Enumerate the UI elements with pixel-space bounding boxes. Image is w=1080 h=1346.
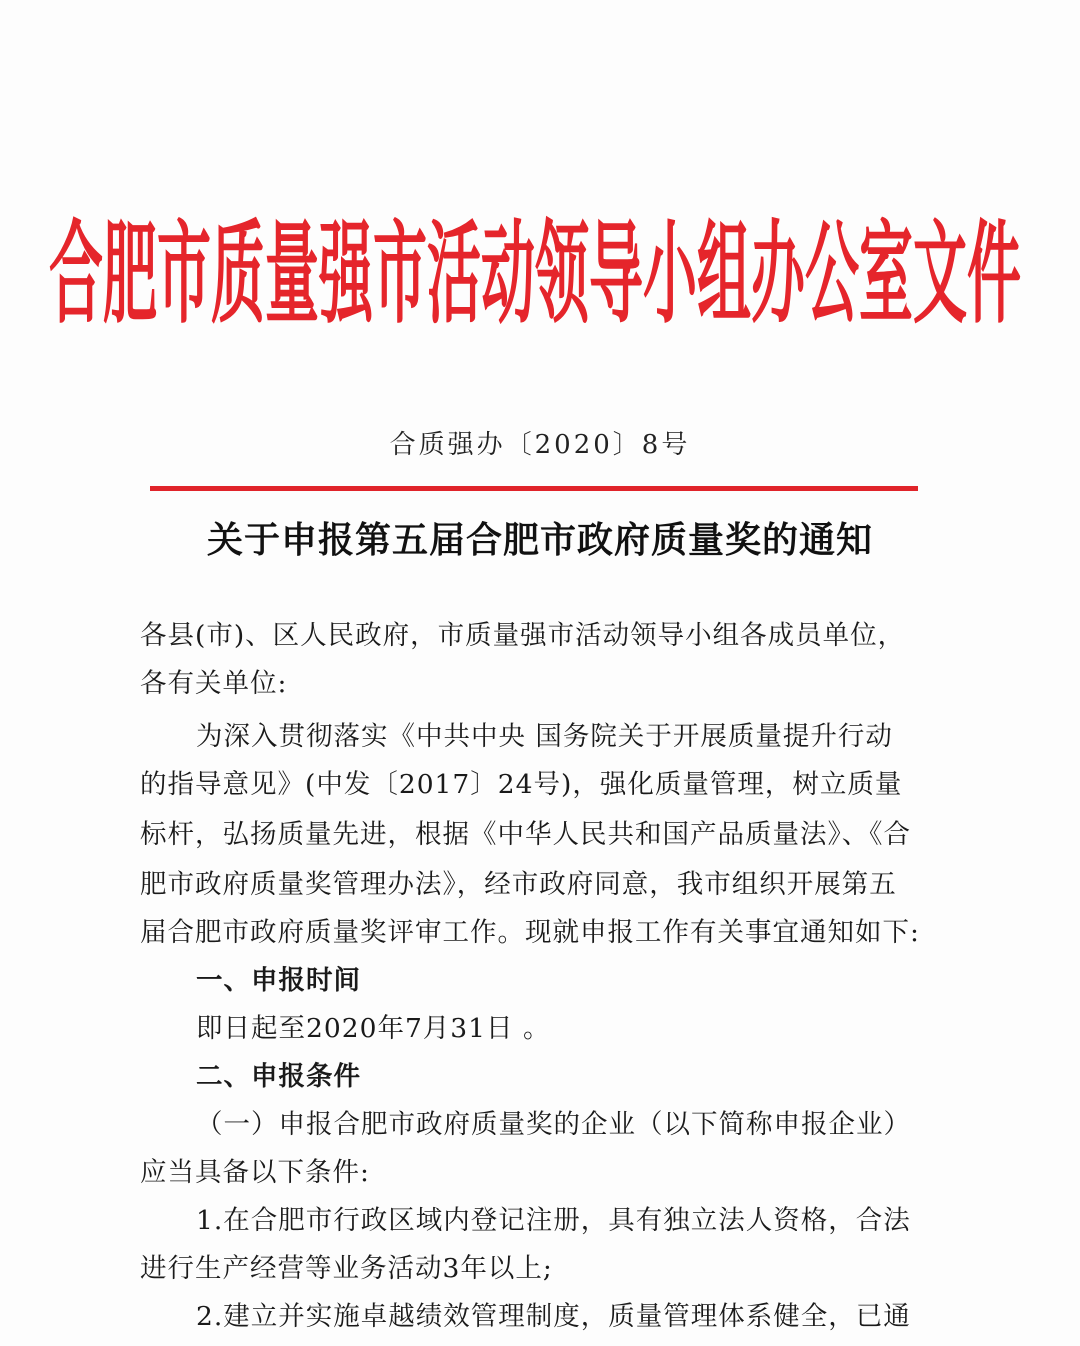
issuer-title: 合肥市质量强市活动领导小组办公室文件	[49, 208, 1021, 338]
body-line-addressees: 各县(市)、区人民政府，市质量强市活动领导小组各成员单位，	[140, 620, 906, 651]
body-line-time: 即日起至2020年7月31日 。	[196, 1013, 551, 1044]
doc-number: 合质强办〔2020〕8号	[389, 430, 691, 460]
body-line-paragraph-4: 肥市政府质量奖管理办法》，经市政府同意，我市组织开展第五	[140, 869, 897, 900]
body-line-addressees-2: 各有关单位:	[140, 668, 288, 699]
body-line-paragraph-3: 标杆，弘扬质量先进，根据《中华人民共和国产品质量法》、《合	[140, 819, 911, 850]
body-line-item-2: 2.建立并实施卓越绩效管理制度，质量管理体系健全，已通	[196, 1301, 911, 1332]
body-line-paragraph-1: 为深入贯彻落实《中共中央 国务院关于开展质量提升行动	[196, 721, 893, 752]
body-line-paragraph-5: 届合肥市政府质量奖评审工作。现就申报工作有关事宜通知如下:	[140, 917, 920, 948]
section-heading-conditions: 二、申报条件	[196, 1061, 361, 1092]
notice-body	[49, 0, 1021, 1346]
body-line-conditions-2: 应当具备以下条件:	[140, 1157, 370, 1188]
body-line-item-1-cont: 进行生产经营等业务活动3年以上;	[140, 1253, 553, 1284]
section-heading-time: 一、申报时间	[196, 965, 361, 996]
body-line-item-1: 1.在合肥市行政区域内登记注册，具有独立法人资格，合法	[196, 1205, 911, 1236]
body-line-conditions-1: （一）申报合肥市政府质量奖的企业（以下简称申报企业）	[196, 1109, 911, 1140]
body-line-paragraph-2: 的指导意见》(中发〔2017〕24号)，强化质量管理，树立质量	[140, 769, 903, 800]
notice-title: 关于申报第五届合肥市政府质量奖的通知	[206, 519, 873, 561]
